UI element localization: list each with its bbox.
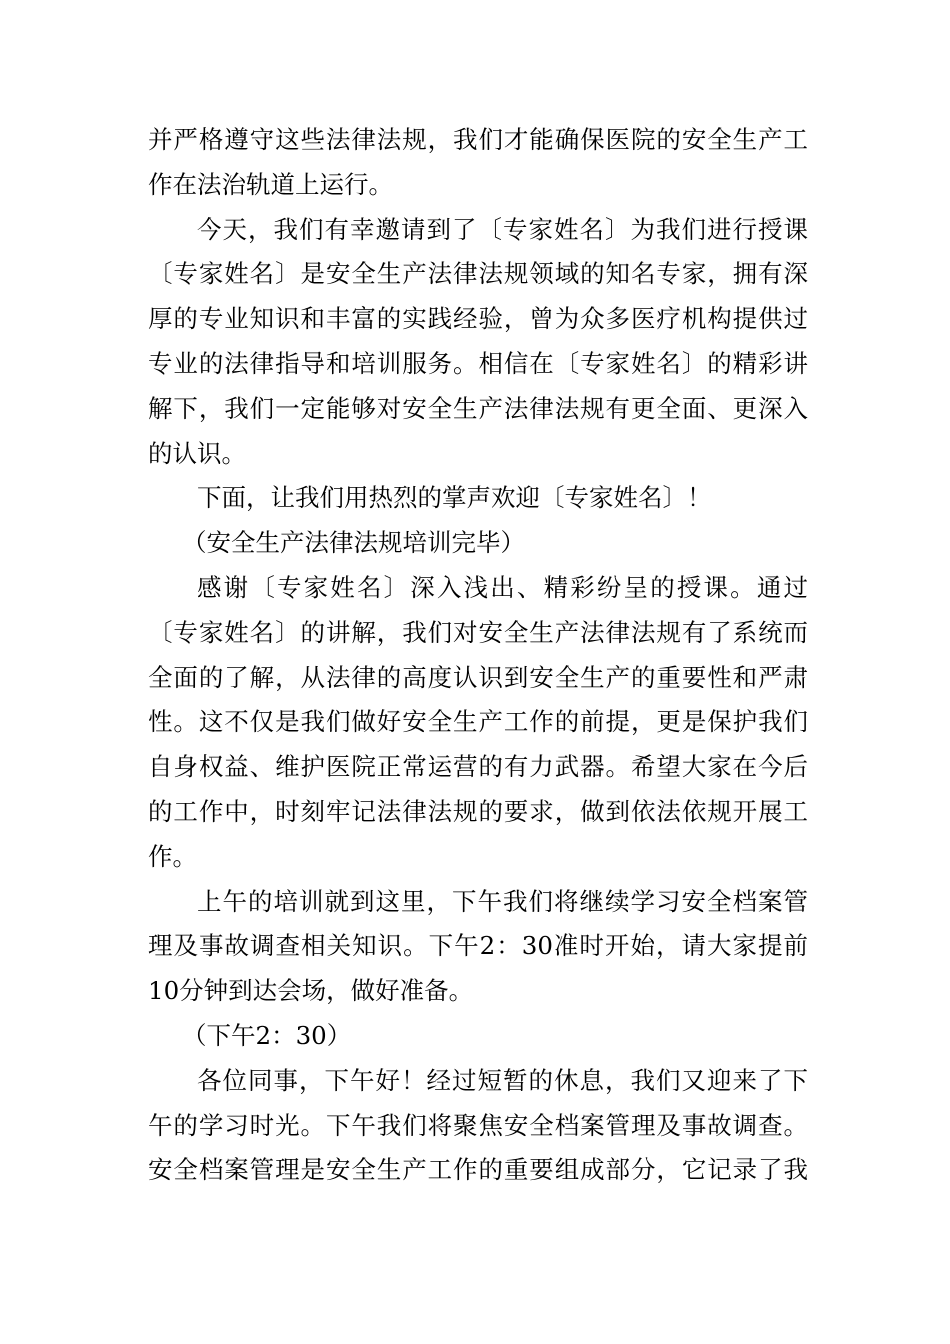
- text-line: 专业的法律指导和培训服务。相信在〔专家姓名〕的精彩讲: [148, 348, 808, 378]
- text-line: 上午的培训就到这里，下午我们将继续学习安全档案管: [197, 886, 808, 916]
- text-line: 全面的了解，从法律的高度认识到安全生产的重要性和严肃: [148, 662, 808, 692]
- text-line: 自身权益、维护医院正常运营的有力武器。希望大家在今后: [148, 752, 808, 782]
- text-line: 解下，我们一定能够对安全生产法律法规有更全面、更深入: [148, 393, 808, 423]
- text-line: 厚的专业知识和丰富的实践经验，曾为众多医疗机构提供过: [148, 304, 808, 334]
- text-line: 感谢〔专家姓名〕深入浅出、精彩纷呈的授课。通过: [197, 572, 808, 602]
- text-line: 〔专家姓名〕的讲解，我们对安全生产法律法规有了系统而: [148, 617, 808, 647]
- text-line: 理及事故调查相关知识。下午2：30准时开始，请大家提前: [148, 931, 808, 961]
- text-line: 10分钟到达会场，做好准备。: [148, 976, 474, 1006]
- text-line: 〔专家姓名〕是安全生产法律法规领域的知名专家，拥有深: [148, 259, 808, 289]
- text-line: 下面，让我们用热烈的掌声欢迎〔专家姓名〕！: [197, 483, 712, 513]
- text-line: 午的学习时光。下午我们将聚焦安全档案管理及事故调查。: [148, 1110, 808, 1140]
- text-line: 作在法治轨道上运行。: [148, 169, 393, 199]
- text-line: 性。这不仅是我们做好安全生产工作的前提，更是保护我们: [148, 707, 808, 737]
- text-line: 安全档案管理是安全生产工作的重要组成部分，它记录了我: [148, 1155, 808, 1185]
- text-line: 今天，我们有幸邀请到了〔专家姓名〕为我们进行授课: [197, 214, 808, 244]
- text-line: （下午2：30）: [182, 1020, 352, 1050]
- text-line: （安全生产法律法规培训完毕）: [182, 528, 525, 558]
- body-text: [148, 118, 808, 1193]
- text-line: 各位同事，下午好！经过短暂的休息，我们又迎来了下: [197, 1065, 808, 1095]
- text-line: 的认识。: [148, 438, 246, 468]
- text-line: 的工作中，时刻牢记法律法规的要求，做到依法依规开展工: [148, 796, 808, 826]
- text-line: 并严格遵守这些法律法规，我们才能确保医院的安全生产工: [148, 125, 808, 154]
- text-line: 作。: [148, 841, 197, 871]
